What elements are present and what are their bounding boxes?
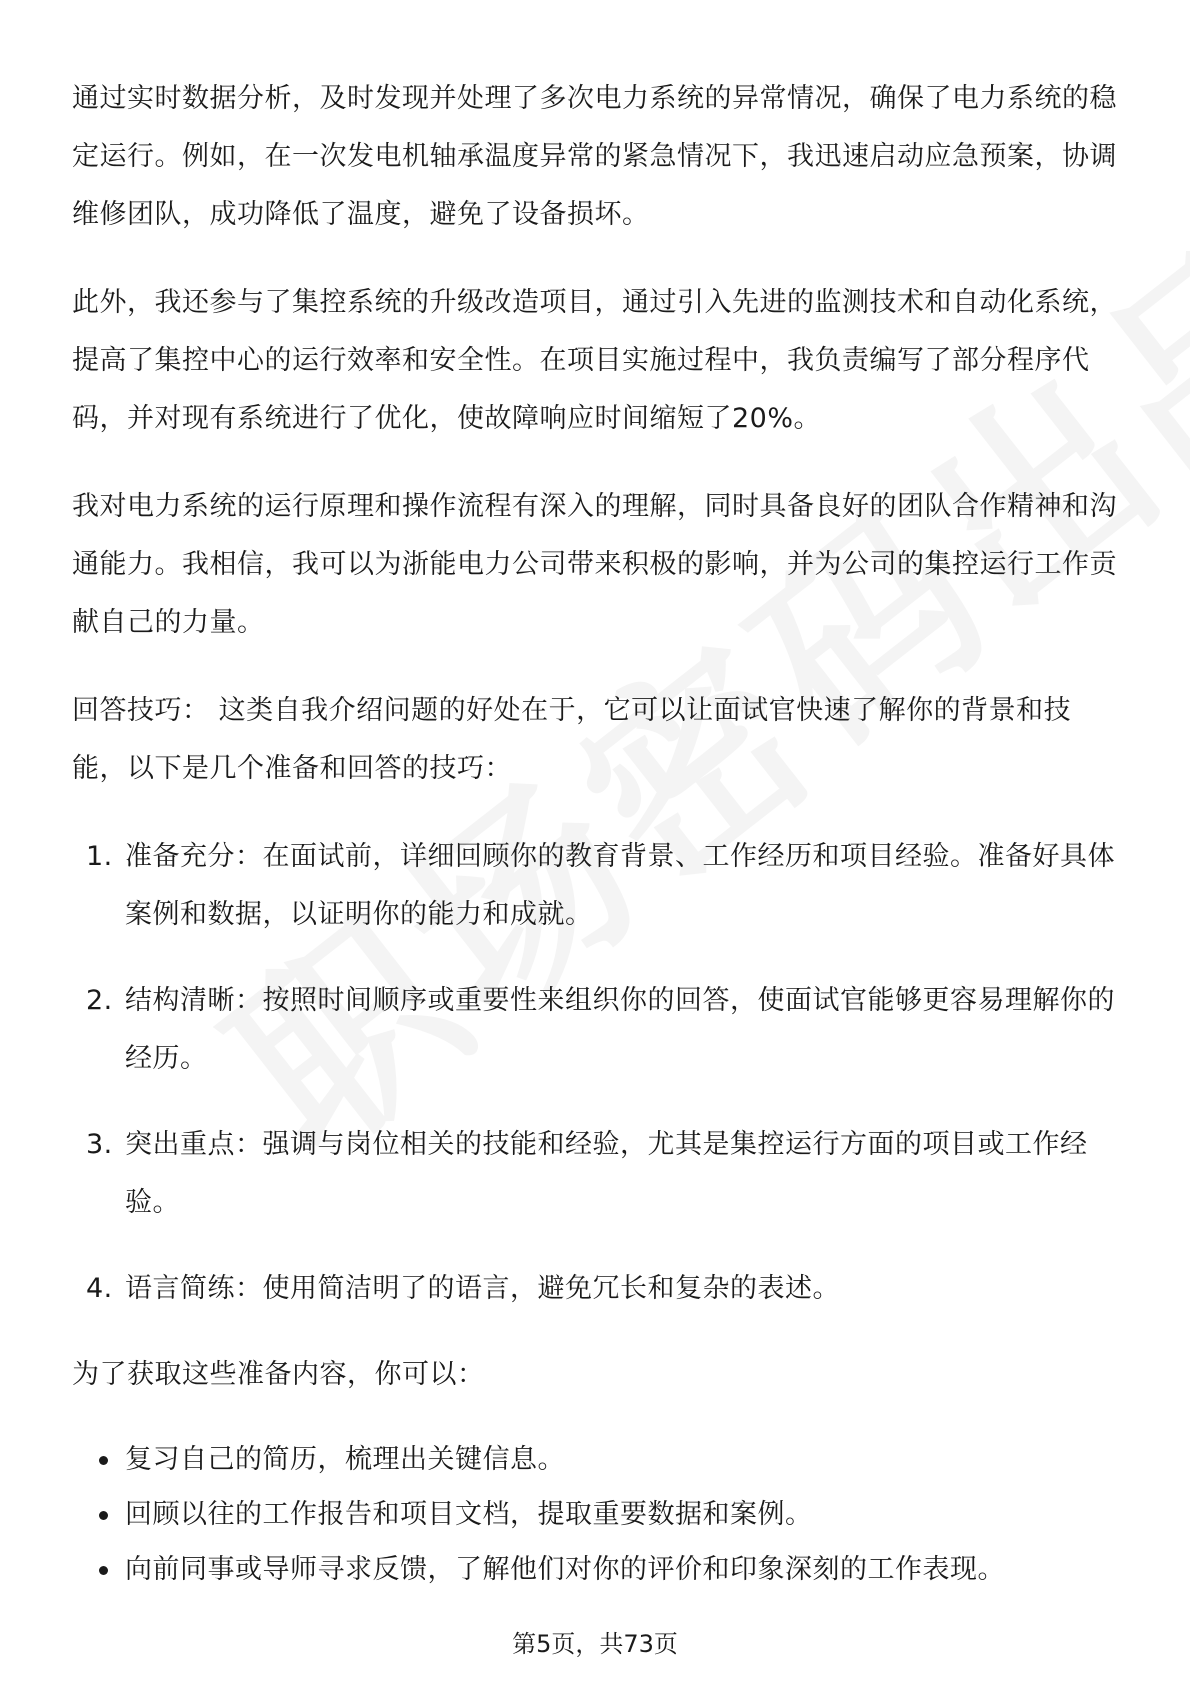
list-item-text: 突出重点：强调与岗位相关的技能和经验，尤其是集控运行方面的项目或工作经验。 xyxy=(125,1129,1088,1218)
bullet-dot-icon xyxy=(99,1456,108,1465)
list-number: 1. xyxy=(86,841,113,872)
bullet-item xyxy=(72,1489,1122,1540)
list-item-text: 结构清晰：按照时间顺序或重要性来组织你的回答，使面试官能够更容易理解你的经历。 xyxy=(125,985,1115,1074)
bullet-item xyxy=(72,1434,1122,1485)
list-item xyxy=(72,1260,1122,1318)
prep-list xyxy=(72,1434,1122,1595)
list-item xyxy=(72,972,1122,1088)
paragraph-experience: 通过实时数据分析，及时发现并处理了多次电力系统的异常情况，确保了电力系统的稳定运行。例如，在一次发电机轴承温度异常的紧急情况下，我迅速启动应急预案，协调维修团队，成功降低了温度，避免了设备损坏。 xyxy=(72,83,1117,230)
bullet-item-text: 回顾以往的工作报告和项目文档，提取重要数据和案例。 xyxy=(125,1499,813,1530)
document-body xyxy=(72,70,1122,1599)
bullet-dot-icon xyxy=(99,1511,108,1520)
bullet-item-text: 复习自己的简历，梳理出关键信息。 xyxy=(125,1444,565,1475)
paragraph-project: 此外，我还参与了集控系统的升级改造项目，通过引入先进的监测技术和自动化系统，提高了集控中心的运行效率和安全性。在项目实施过程中，我负责编写了部分程序代码，并对现有系统进行了优化，使故障响应时间缩短了20%。 xyxy=(72,287,1117,434)
paragraph-answer-tips: 回答技巧： 这类自我介绍问题的好处在于，它可以让面试官快速了解你的背景和技能，以下是几个准备和回答的技巧： xyxy=(72,695,1072,784)
list-item xyxy=(72,1116,1122,1232)
paragraph-summary: 我对电力系统的运行原理和操作流程有深入的理解，同时具备良好的团队合作精神和沟通能力。我相信，我可以为浙能电力公司带来积极的影响，并为公司的集控运行工作贡献自己的力量。 xyxy=(72,491,1117,638)
page-footer: 第5页，共73页 xyxy=(512,1630,678,1658)
bullet-dot-icon xyxy=(99,1566,108,1575)
list-number: 4. xyxy=(86,1273,113,1304)
paragraph-prep-intro: 为了获取这些准备内容，你可以： xyxy=(72,1359,485,1390)
list-item-text: 准备充分：在面试前，详细回顾你的教育背景、工作经历和项目经验。准备好具体案例和数据，以证明你的能力和成就。 xyxy=(125,841,1115,930)
list-number: 3. xyxy=(86,1129,113,1160)
tips-list xyxy=(72,828,1122,1318)
list-item-text: 语言简练：使用简洁明了的语言，避免冗长和复杂的表述。 xyxy=(125,1273,840,1304)
list-number: 2. xyxy=(86,985,113,1016)
bullet-item xyxy=(72,1544,1122,1595)
bullet-item-text: 向前同事或导师寻求反馈，了解他们对你的评价和印象深刻的工作表现。 xyxy=(125,1554,1005,1585)
list-item xyxy=(72,828,1122,944)
